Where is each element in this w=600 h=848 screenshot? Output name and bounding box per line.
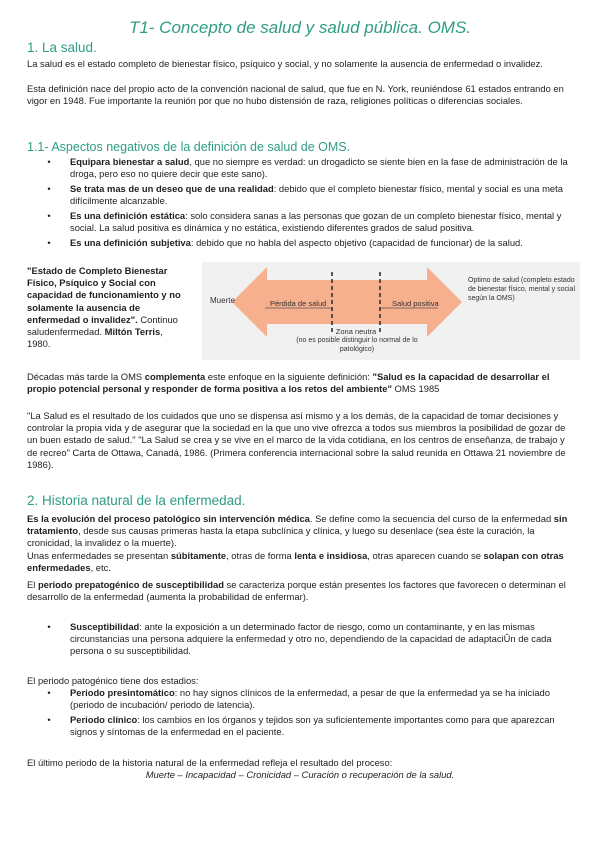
paragraph-patogenico: El periodo patogénico tiene dos estadios:	[27, 675, 199, 686]
bullet-item: • Equipara bienestar a salud, que no siempre es verdad: un drogadicto se siente bien en la fase de administración de la droga, pero eso no quiere decir que este sano).	[47, 156, 568, 180]
zona-sub-wrap	[292, 336, 422, 360]
final-sequence: Muerte – Incapacidad – Cronicidad – Curación o recuperación de la salud.	[145, 769, 455, 780]
bullet-bold: Equipara bienestar a salud	[70, 156, 190, 167]
dec-a: Décadas más tarde la OMS	[27, 371, 145, 382]
health-continuum-diagram	[202, 262, 580, 360]
bullet-bold: Se trata mas de un deseo que de una realidad	[70, 183, 274, 194]
bullet-text: : ante la exposición a un determinado factor de riesgo, como un contaminante, y en las mismas circunstancias una persona adquiere la enfermedad y otro no, dependiendo de la capacidad de adaptaciÛn de cada persona o su susceptibilidad.	[70, 621, 552, 657]
section-heading-salud: 1. La salud.	[27, 40, 97, 55]
paragraph-decadas	[27, 371, 575, 395]
label-zona-sub: (no es posible distinguir lo normal de lo patológico)	[296, 337, 418, 353]
terris-quote	[27, 265, 187, 350]
label-positiva: Salud positiva	[392, 299, 439, 308]
evo-b: . Se define como la secuencia del curso de la enfermedad	[309, 513, 554, 524]
evo-c: sin tratamiento	[27, 513, 568, 537]
dec-d: "Salud es la capacidad de desarrollar el propio potencial personal y responder de forma positiva a los retos del ambiente"	[27, 371, 550, 395]
terris-author: Miltón Terris	[104, 326, 161, 338]
pres-d: lenta e insidiosa	[294, 550, 368, 561]
bullet-item: • Periodo presintomático: no hay signos clínicos de la enfermedad, a pesar de que la enfermedad ya se ha iniciado (periodo de incubación/ periodo de latencia).	[47, 687, 550, 711]
bullet-text: , que no siempre es verdad: un drogadicto se siente bien en la fase de administración de la droga, pero eso no quiere decir que este sano).	[70, 156, 568, 180]
label-perdida: Pérdida de salud	[270, 299, 327, 308]
pres-g: , etc.	[90, 562, 111, 574]
bullet-item: • Es una definición subjetiva: debido que no habla del aspecto objetivo (capacidad de funcionar) de la salud.	[47, 237, 523, 248]
prep-c: se caracteriza porque están presentes los factores que favorecen o determinan el desarrollo de la enfermedad (aumenta la probabilidad de enfermar).	[27, 579, 566, 603]
bullet-bold: Es una definición subjetiva	[70, 237, 191, 248]
label-muerte: Muerte	[210, 296, 235, 305]
optimo-wrap	[468, 276, 578, 331]
evo-d: , desde sus causas primeras hasta la etapa subclínica y clínica, y luego su desenlace (sea éste la curación, la cronicidad, la invalidez o la muerte).	[27, 525, 535, 549]
bullet-bold: Susceptibilidad	[70, 621, 140, 632]
paragraph-presentacion	[27, 550, 575, 574]
label-zona-neutra: Zona neutra	[335, 327, 377, 336]
page-title: T1- Concepto de salud y salud pública. OMS.	[128, 18, 472, 37]
continuum-svg	[202, 262, 580, 360]
label-optimo: Óptimo de salud (completo estado de bienestar físico, mental y social según la OMS)	[468, 277, 575, 302]
paragraph-ultimo: El último periodo de la historia natural de la enfermedad refleja el resultado del proceso:	[27, 757, 393, 768]
bullet-bold: Periodo clínico	[70, 714, 138, 725]
evo-a: Es la evolución del proceso patológico sin intervención médica	[27, 513, 310, 524]
pres-a: Unas enfermedades se presentan	[27, 550, 171, 561]
terris-year: , 1980.	[27, 326, 163, 350]
bullet-item: • Es una definición estática: solo considera sanas a las personas que gozan de un completo bienestar físico, mental y social. La salud positiva es dinámica y no estática, existiendo diferentes grados de salud positiva.	[47, 210, 562, 234]
bullet-bold: Periodo presintomático	[70, 687, 175, 698]
pres-b: súbitamente	[170, 550, 227, 561]
terris-quote-text: Continuo saludenfermedad.	[27, 313, 178, 338]
paragraph-ottawa: "La Salud es el resultado de los cuidados que uno se dispensa así mismo y a los demás, de la capacidad de tomar decisiones y controlar la propia vida y de asegurar que la sociedad en la que uno vive ofrezca a todos sus miembros la posibilidad de gozar de un buen estado de salud." "La Salud se crea y se vive en el marco de la vida cotidiana, en los centros de enseñanza, de trabajo y de recreo" Carta de Ottawa, Canadá, 1986. (Primera conferencia internacional sobre la salud reunida en Ottawa 21 noviembre de 1986).	[27, 410, 566, 470]
paragraph-prepatogenico	[27, 579, 575, 603]
bullet-text: : debido que el completo bienestar físico, mental y social es una meta difícilmente alcanzable.	[70, 183, 563, 207]
bullet-text: : no hay signos clínicos de la enfermedad, a pesar de que la enfermedad ya se ha iniciado (periodo de incubación/ periodo de latencia).	[70, 687, 550, 711]
pres-f: solapan con otras enfermedades	[27, 550, 564, 574]
pres-c: , otras de forma	[226, 550, 295, 561]
prep-a: El	[27, 579, 38, 590]
prep-b: periodo prepatogénico de susceptibilidad	[37, 579, 224, 590]
section-heading-historia: 2. Historia natural de la enfermedad.	[27, 493, 246, 508]
paragraph-convencion: Esta definición nace del propio acto de la convención nacional de salud, que fue en N. York, reuniéndose 61 estados entrando en vigor en 1948. Fue importante la reunión por que no hubo distensión de raza, religiones políticas o diferencias sociales.	[27, 83, 564, 107]
section-heading-aspectos: 1.1- Aspectos negativos de la definición de salud de OMS.	[27, 140, 351, 154]
terris-quote-bold: "Estado de Completo Bienestar Físico, Psíquico y Social con capacidad de funcionamiento y no solamente la ausencia de enfermedad o invalidez".	[27, 265, 181, 325]
bullet-text: : solo considera sanas a las personas que gozan de un completo bienestar físico, mental y social. La salud positiva es dinámica y no estática, existiendo diferentes grados de salud positiva.	[70, 210, 562, 234]
pres-e: , otras aparecen cuando se	[367, 550, 484, 561]
bullet-item: • Periodo clínico: los cambios en los órganos y tejidos son ya suficientemente importantes como para que aparezcan signos y síntomas de la enfermedad en el paciente.	[47, 714, 555, 738]
dec-c: este enfoque en la siguiente definición:	[205, 371, 373, 382]
dec-e: OMS 1985	[391, 383, 440, 395]
bullet-text: : los cambios en los órganos y tejidos son ya suficientemente importantes como para que aparezcan signos y síntomas de la enfermedad en el paciente.	[70, 714, 555, 738]
bullet-bold: Es una definición estática	[70, 210, 186, 221]
paragraph-definicion: La salud es el estado completo de bienestar físico, psíquico y social, y no solamente la ausencia de enfermedad o invalidez.	[27, 58, 543, 69]
bullet-item: • Susceptibilidad: ante la exposición a un determinado factor de riesgo, como un contaminante, y en las mismas circunstancias una persona adquiere la enfermedad y otro no, dependiendo de la capacidad de adaptaciÛn de cada persona o su susceptibilidad.	[47, 621, 552, 657]
paragraph-evolucion	[27, 513, 575, 550]
bullet-item: • Se trata mas de un deseo que de una realidad: debido que el completo bienestar físico, mental y social es una meta difícilmente alcanzable.	[47, 183, 563, 207]
dec-b: complementa	[144, 371, 206, 382]
bullet-text: : debido que no habla del aspecto objetivo (capacidad de funcionar) de la salud.	[190, 237, 523, 248]
